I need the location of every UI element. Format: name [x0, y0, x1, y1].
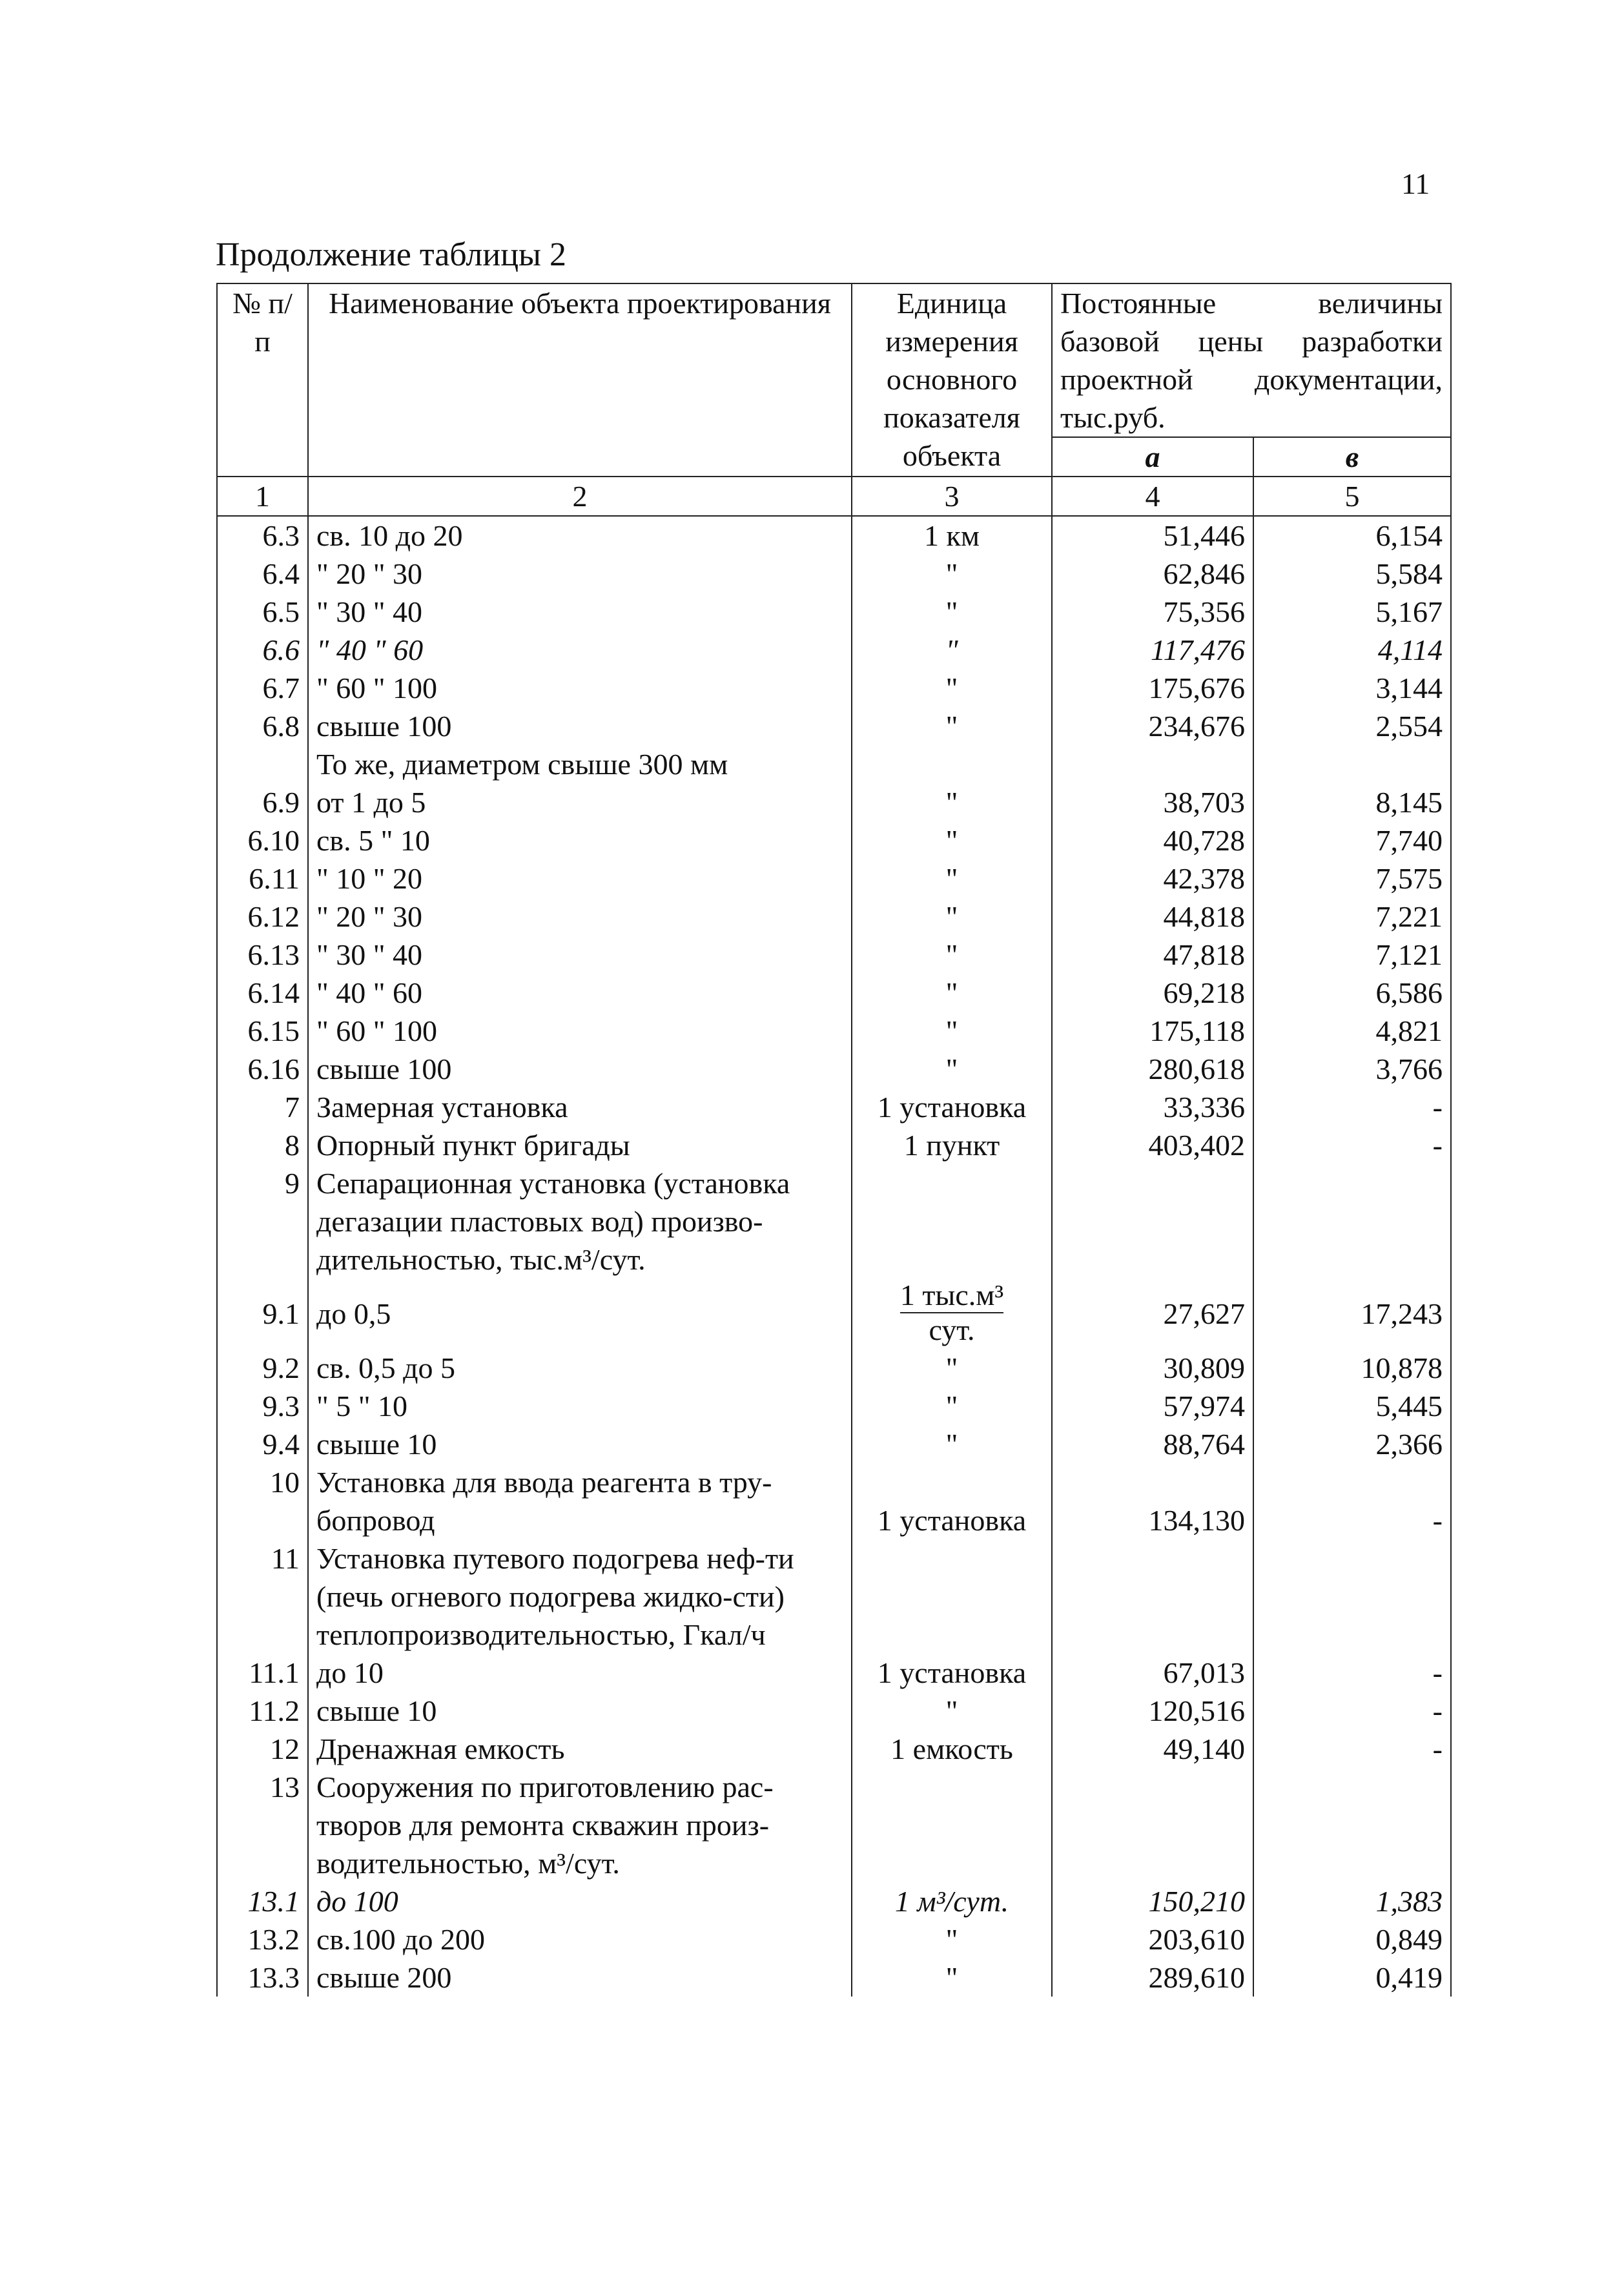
- table-row: [217, 1882, 1451, 1920]
- row-name: " 40 " 60: [308, 631, 852, 669]
- row-value-a: 27,627: [1052, 1279, 1253, 1349]
- row-value-b: -: [1253, 1692, 1451, 1730]
- row-number: 13: [217, 1768, 308, 1882]
- row-number: 6.12: [217, 898, 308, 936]
- row-unit: 1 м³/сут.: [852, 1882, 1052, 1920]
- row-value-a: 38,703: [1052, 783, 1253, 821]
- row-value-a: 117,476: [1052, 631, 1253, 669]
- row-unit: ": [852, 669, 1052, 707]
- row-number: 6.9: [217, 783, 308, 821]
- table-row: [217, 898, 1451, 936]
- row-unit: [852, 745, 1052, 783]
- row-value-a: 88,764: [1052, 1425, 1253, 1463]
- row-name: Сепарационная установка (установка дегазации пластовых вод) произво-дительностью, тыс.м³/сут.: [308, 1164, 852, 1279]
- row-unit: ": [852, 783, 1052, 821]
- row-value-b: 1,383: [1253, 1882, 1451, 1920]
- row-name: " 30 " 40: [308, 936, 852, 974]
- row-unit: 1 установка: [852, 1088, 1052, 1126]
- row-unit: ": [852, 1425, 1052, 1463]
- table-row: [217, 1654, 1451, 1692]
- header-column-numbers: [217, 477, 1451, 516]
- row-value-a: 134,130: [1052, 1463, 1253, 1539]
- header-sub-a: а: [1052, 437, 1253, 477]
- table-row: [217, 555, 1451, 593]
- row-unit: ": [852, 707, 1052, 745]
- row-value-b: -: [1253, 1126, 1451, 1164]
- row-unit: ": [852, 1692, 1052, 1730]
- row-value-a: 403,402: [1052, 1126, 1253, 1164]
- row-value-a: [1052, 745, 1253, 783]
- row-value-b: 0,419: [1253, 1958, 1451, 1997]
- table-row: [217, 1164, 1451, 1279]
- header-unit: Единица измерения основного показателя объекта: [852, 283, 1052, 477]
- row-name: до 0,5: [308, 1279, 852, 1349]
- row-name: Замерная установка: [308, 1088, 852, 1126]
- column-number: 5: [1253, 477, 1451, 516]
- row-value-a: 30,809: [1052, 1349, 1253, 1387]
- row-unit: ": [852, 1012, 1052, 1050]
- row-name: Дренажная емкость: [308, 1730, 852, 1768]
- row-number: 6.16: [217, 1050, 308, 1088]
- row-value-b: 5,584: [1253, 555, 1451, 593]
- row-number: 11.2: [217, 1692, 308, 1730]
- column-number: 2: [308, 477, 852, 516]
- row-value-b: [1253, 1164, 1451, 1279]
- table-row: [217, 1279, 1451, 1349]
- row-value-b: 10,878: [1253, 1349, 1451, 1387]
- row-value-b: 4,114: [1253, 631, 1451, 669]
- table-row: [217, 936, 1451, 974]
- table-row: [217, 593, 1451, 631]
- row-value-a: 33,336: [1052, 1088, 1253, 1126]
- row-number: 6.14: [217, 974, 308, 1012]
- row-value-a: 42,378: [1052, 859, 1253, 898]
- row-number: 9.4: [217, 1425, 308, 1463]
- row-number: 13.3: [217, 1958, 308, 1997]
- table-row: [217, 783, 1451, 821]
- row-unit: [852, 1164, 1052, 1279]
- row-unit: 1 емкость: [852, 1730, 1052, 1768]
- row-value-b: 3,766: [1253, 1050, 1451, 1088]
- table-row: [217, 1088, 1451, 1126]
- header-sub-b: в: [1253, 437, 1451, 477]
- row-unit: 1 установка: [852, 1463, 1052, 1539]
- table-header: [217, 283, 1451, 516]
- row-name: свыше 200: [308, 1958, 852, 1997]
- row-unit: 1 установка: [852, 1654, 1052, 1692]
- row-unit: 1 км: [852, 516, 1052, 555]
- column-number: 1: [217, 477, 308, 516]
- table-row: [217, 1012, 1451, 1050]
- row-name: св.100 до 200: [308, 1920, 852, 1958]
- row-value-b: 2,554: [1253, 707, 1451, 745]
- row-unit: [852, 1539, 1052, 1654]
- row-number: 6.13: [217, 936, 308, 974]
- row-name: Сооружения по приготовлению рас-творов для ремонта скважин произ-водительностью, м³/сут.: [308, 1768, 852, 1882]
- row-number: 6.10: [217, 821, 308, 859]
- row-value-a: 44,818: [1052, 898, 1253, 936]
- row-value-b: 7,221: [1253, 898, 1451, 936]
- table-row: [217, 707, 1451, 745]
- row-value-a: [1052, 1164, 1253, 1279]
- row-name: св. 0,5 до 5: [308, 1349, 852, 1387]
- row-value-a: [1052, 1768, 1253, 1882]
- table-row: [217, 1920, 1451, 1958]
- row-value-a: 280,618: [1052, 1050, 1253, 1088]
- row-value-b: 2,366: [1253, 1425, 1451, 1463]
- header-name: Наименование объекта проектирования: [308, 283, 852, 477]
- row-value-b: 5,445: [1253, 1387, 1451, 1425]
- row-number: 8: [217, 1126, 308, 1164]
- row-number: 9.1: [217, 1279, 308, 1349]
- row-value-a: 47,818: [1052, 936, 1253, 974]
- row-value-b: -: [1253, 1654, 1451, 1692]
- row-name: до 100: [308, 1882, 852, 1920]
- table-row: [217, 1539, 1451, 1654]
- row-value-b: 7,121: [1253, 936, 1451, 974]
- row-value-b: 4,821: [1253, 1012, 1451, 1050]
- table-row: [217, 1768, 1451, 1882]
- row-name: Опорный пункт бригады: [308, 1126, 852, 1164]
- table-row: [217, 1463, 1451, 1539]
- row-name: св. 5 " 10: [308, 821, 852, 859]
- row-name: до 10: [308, 1654, 852, 1692]
- row-name: свыше 10: [308, 1425, 852, 1463]
- row-value-a: 67,013: [1052, 1654, 1253, 1692]
- row-name: " 60 " 100: [308, 669, 852, 707]
- row-unit: [852, 1768, 1052, 1882]
- row-number: 13.2: [217, 1920, 308, 1958]
- table-row: [217, 1349, 1451, 1387]
- row-value-a: 49,140: [1052, 1730, 1253, 1768]
- row-number: 6.15: [217, 1012, 308, 1050]
- row-unit: ": [852, 898, 1052, 936]
- row-unit: ": [852, 859, 1052, 898]
- column-number: 4: [1052, 477, 1253, 516]
- row-value-a: 234,676: [1052, 707, 1253, 745]
- row-number: 6.3: [217, 516, 308, 555]
- row-value-b: [1253, 1539, 1451, 1654]
- row-value-a: 150,210: [1052, 1882, 1253, 1920]
- row-value-a: 75,356: [1052, 593, 1253, 631]
- unit-denominator: сут.: [929, 1313, 975, 1346]
- row-value-b: 8,145: [1253, 783, 1451, 821]
- row-unit: ": [852, 974, 1052, 1012]
- table-row: [217, 859, 1451, 898]
- row-value-b: -: [1253, 1730, 1451, 1768]
- row-number: 6.8: [217, 707, 308, 745]
- row-value-a: 40,728: [1052, 821, 1253, 859]
- row-name: свыше 100: [308, 707, 852, 745]
- row-value-b: 0,849: [1253, 1920, 1451, 1958]
- row-unit: ": [852, 821, 1052, 859]
- row-value-b: [1253, 1768, 1451, 1882]
- row-number: 11.1: [217, 1654, 308, 1692]
- row-name: " 30 " 40: [308, 593, 852, 631]
- row-value-a: 203,610: [1052, 1920, 1253, 1958]
- row-value-a: 69,218: [1052, 974, 1253, 1012]
- table-row: [217, 821, 1451, 859]
- row-unit: ": [852, 555, 1052, 593]
- row-number: 6.5: [217, 593, 308, 631]
- row-name: " 20 " 30: [308, 555, 852, 593]
- row-value-b: 17,243: [1253, 1279, 1451, 1349]
- row-value-a: 51,446: [1052, 516, 1253, 555]
- row-name: от 1 до 5: [308, 783, 852, 821]
- row-value-b: [1253, 745, 1451, 783]
- row-number: 6.4: [217, 555, 308, 593]
- row-value-a: [1052, 1539, 1253, 1654]
- row-unit: [852, 1279, 1052, 1349]
- table-row: [217, 745, 1451, 783]
- row-number: 7: [217, 1088, 308, 1126]
- row-name: св. 10 до 20: [308, 516, 852, 555]
- row-unit: ": [852, 593, 1052, 631]
- row-unit: ": [852, 1387, 1052, 1425]
- row-number: 11: [217, 1539, 308, 1654]
- table-row: [217, 1958, 1451, 1997]
- row-name: " 20 " 30: [308, 898, 852, 936]
- price-table: [216, 283, 1452, 1997]
- row-value-b: 5,167: [1253, 593, 1451, 631]
- row-number: 9.2: [217, 1349, 308, 1387]
- row-value-a: 57,974: [1052, 1387, 1253, 1425]
- header-constants: Постоянные величины базовой цены разработки проектной документации, тыс.руб.: [1052, 283, 1451, 437]
- row-value-a: 175,676: [1052, 669, 1253, 707]
- row-value-b: 7,575: [1253, 859, 1451, 898]
- row-value-b: 7,740: [1253, 821, 1451, 859]
- table-row: [217, 1692, 1451, 1730]
- row-number: 13.1: [217, 1882, 308, 1920]
- header-no: № п/п: [217, 283, 308, 477]
- row-number: 6.11: [217, 859, 308, 898]
- table-row: [217, 1050, 1451, 1088]
- table-body: [217, 516, 1451, 1997]
- row-unit: 1 пункт: [852, 1126, 1052, 1164]
- table-row: [217, 1126, 1451, 1164]
- row-value-b: 6,586: [1253, 974, 1451, 1012]
- row-name: свыше 100: [308, 1050, 852, 1088]
- row-number: 6.7: [217, 669, 308, 707]
- row-value-b: -: [1253, 1463, 1451, 1539]
- row-value-a: 175,118: [1052, 1012, 1253, 1050]
- row-number: 6.6: [217, 631, 308, 669]
- row-number: 10: [217, 1463, 308, 1539]
- row-unit: ": [852, 1958, 1052, 1997]
- row-value-a: 62,846: [1052, 555, 1253, 593]
- row-unit: ": [852, 1920, 1052, 1958]
- row-number: 9: [217, 1164, 308, 1279]
- table-row: [217, 974, 1451, 1012]
- row-name: " 60 " 100: [308, 1012, 852, 1050]
- table-row: [217, 1730, 1451, 1768]
- row-name: свыше 10: [308, 1692, 852, 1730]
- table-caption: Продолжение таблицы 2: [216, 236, 566, 273]
- row-value-b: 3,144: [1253, 669, 1451, 707]
- row-unit: ": [852, 631, 1052, 669]
- row-number: [217, 745, 308, 783]
- row-number: 9.3: [217, 1387, 308, 1425]
- row-value-a: 289,610: [1052, 1958, 1253, 1997]
- table-row: [217, 631, 1451, 669]
- row-name: То же, диаметром свыше 300 мм: [308, 745, 852, 783]
- table-row: [217, 1425, 1451, 1463]
- page-number: 11: [1401, 167, 1430, 200]
- row-unit: ": [852, 1349, 1052, 1387]
- row-name: Установка путевого подогрева неф-ти (печь огневого подогрева жидко-сти) теплопроизводительностью, Гкал/ч: [308, 1539, 852, 1654]
- row-name: " 40 " 60: [308, 974, 852, 1012]
- row-value-b: 6,154: [1253, 516, 1451, 555]
- row-name: " 5 " 10: [308, 1387, 852, 1425]
- table-row: [217, 1387, 1451, 1425]
- table-row: [217, 516, 1451, 555]
- row-number: 12: [217, 1730, 308, 1768]
- row-name: " 10 " 20: [308, 859, 852, 898]
- row-unit: ": [852, 936, 1052, 974]
- row-name: Установка для ввода реагента в тру-бопровод: [308, 1463, 852, 1539]
- table-row: [217, 669, 1451, 707]
- row-unit: ": [852, 1050, 1052, 1088]
- row-value-b: -: [1253, 1088, 1451, 1126]
- unit-numerator: 1 тыс.м³: [900, 1279, 1003, 1313]
- row-value-a: 120,516: [1052, 1692, 1253, 1730]
- column-number: 3: [852, 477, 1052, 516]
